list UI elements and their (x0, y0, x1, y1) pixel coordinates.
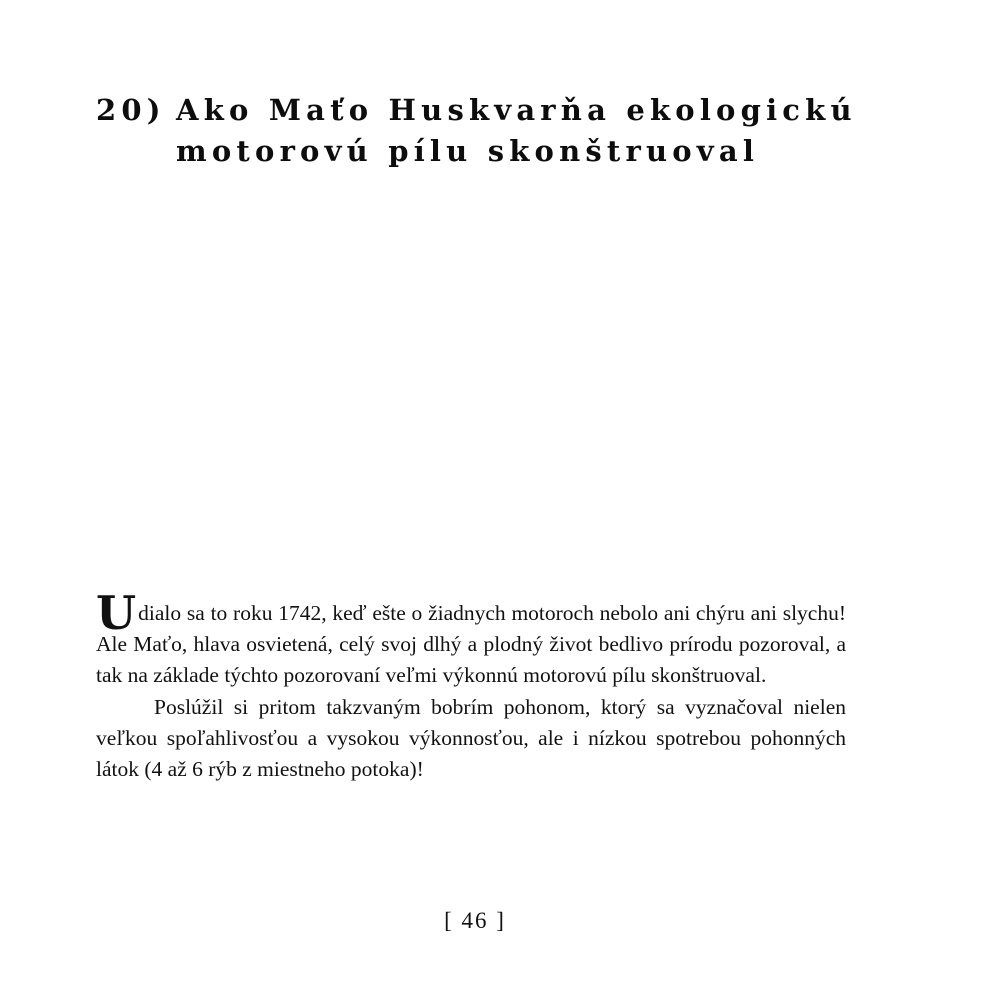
page-number: [ 46 ] (444, 908, 506, 933)
chapter-title-line-2: motorovú pílu skonštruoval (176, 134, 760, 168)
chapter-title-line-1 (96, 90, 896, 131)
chapter-body (96, 586, 846, 785)
chapter-title-text-1: Ako Maťo Huskvarňa ekologickú (176, 93, 857, 127)
body-paragraph-1 (96, 586, 846, 692)
chapter-heading (96, 90, 896, 172)
body-paragraph-1-text: dialo sa to roku 1742, keď ešte o žiadnych motoroch nebolo ani chýru ani slychu! Ale Maťo, hlava osvietená, celý svoj dlhý a plodný život bedlivo prírodu pozoroval, a tak na základe týchto pozorovaní veľmi výkonnú motorovú pílu skonštruoval. (96, 601, 846, 688)
chapter-number: 20) (96, 93, 166, 127)
drop-cap-initial: U (96, 586, 137, 640)
body-paragraph-2: Poslúžil si pritom takzvaným bobrím pohonom, ktorý sa vyznačoval nielen veľkou spoľahlivosťou a vysokou výkonnosťou, ale i nízkou spotrebou pohonných látok (4 až 6 rýb z miestneho potoka)! (96, 694, 846, 782)
